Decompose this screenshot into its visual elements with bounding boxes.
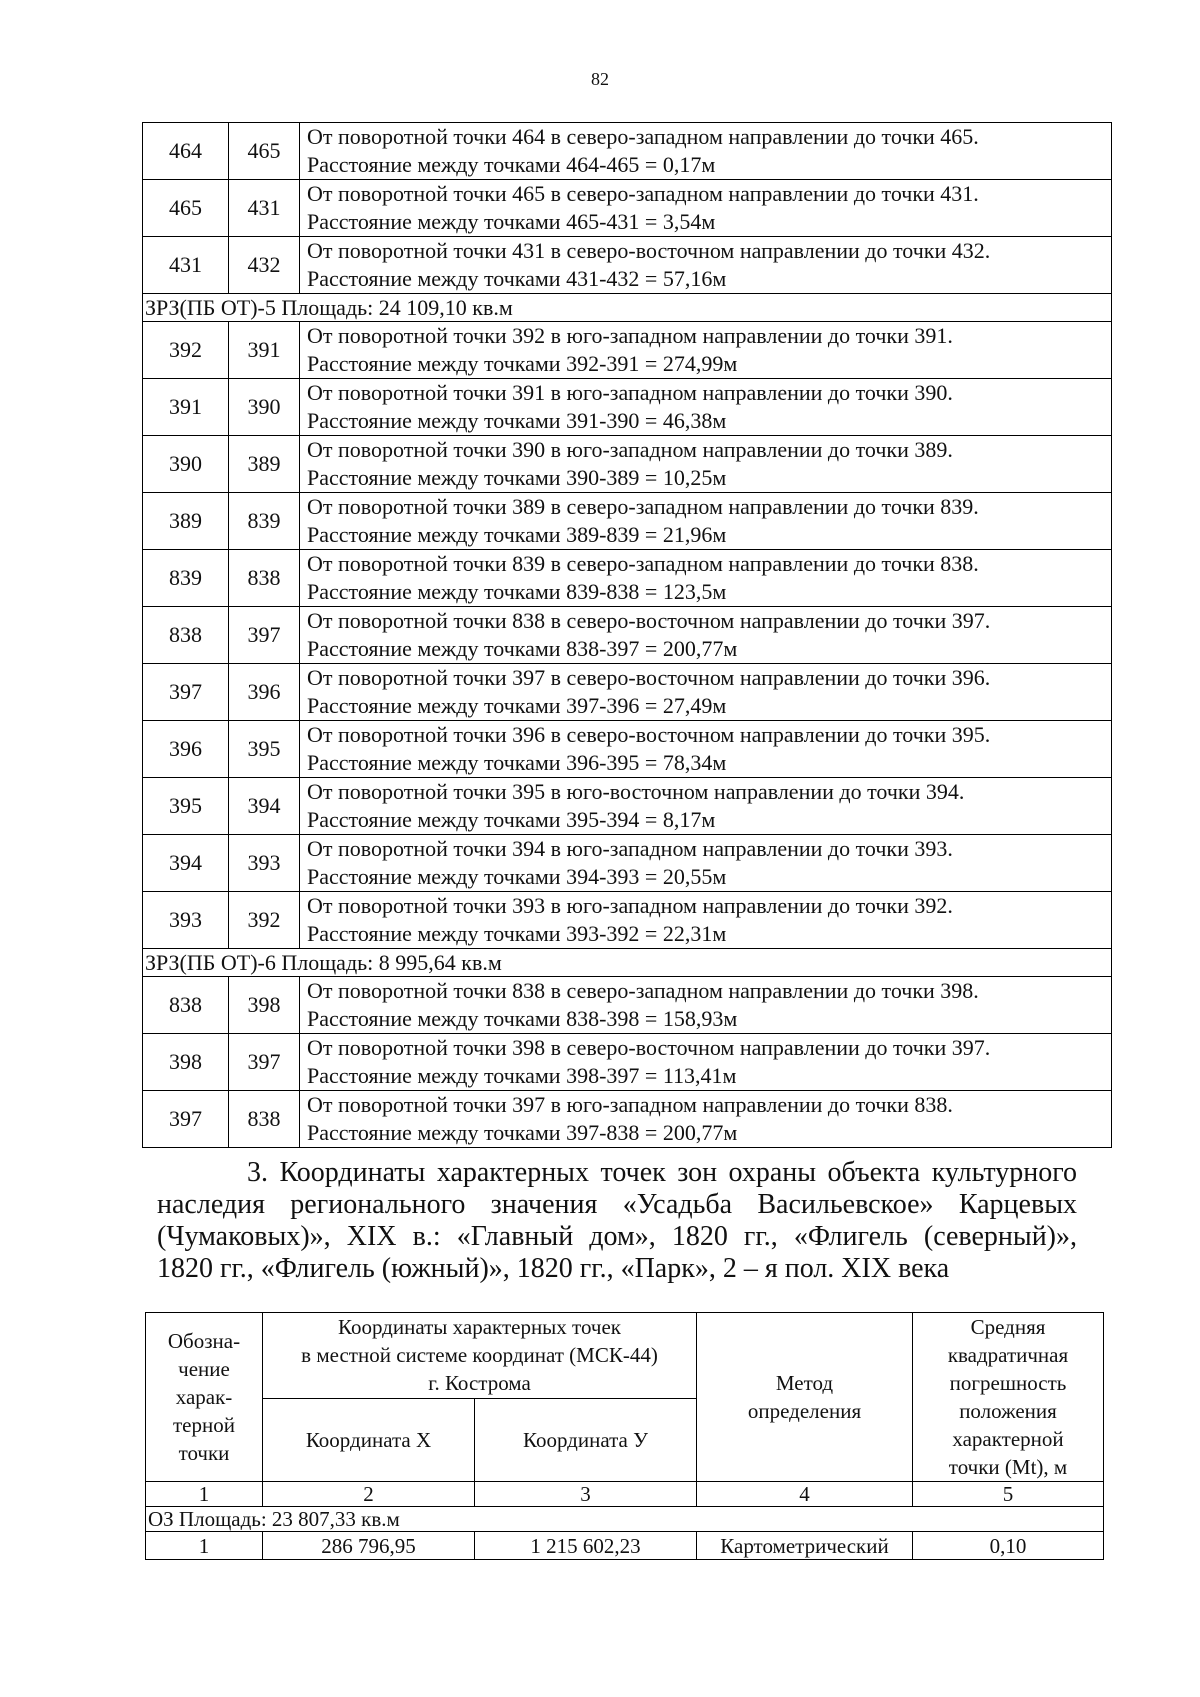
distance-text: Расстояние между точками 394-393 = 20,55м bbox=[307, 864, 727, 889]
direction-text: От поворотной точки 838 в северо-западном направлении до точки 398. bbox=[307, 978, 979, 1003]
distance-text: Расстояние между точками 464-465 = 0,17м bbox=[307, 152, 716, 177]
from-point: 465 bbox=[143, 180, 229, 237]
direction-text: От поворотной точки 838 в северо-восточном направлении до точки 397. bbox=[307, 608, 991, 633]
segment-description bbox=[300, 778, 1112, 835]
to-point: 465 bbox=[229, 123, 300, 180]
section-heading-line: 1820 гг., «Флигель (южный)», 1820 гг., «Парк», 2 – я пол. XIX века bbox=[157, 1253, 950, 1284]
segment-description bbox=[300, 436, 1112, 493]
distance-text: Расстояние между точками 465-431 = 3,54м bbox=[307, 209, 716, 234]
segment-description bbox=[300, 664, 1112, 721]
zone-label: ОЗ Площадь: 23 807,33 кв.м bbox=[146, 1507, 1104, 1532]
header-coordinates-group: Координаты характерных точек в местной системе координат (МСК-44) г. Кострома bbox=[263, 1313, 697, 1399]
table-row bbox=[143, 237, 1112, 294]
table-row bbox=[143, 835, 1112, 892]
from-point: 395 bbox=[143, 778, 229, 835]
boundary-description-table bbox=[142, 122, 1112, 1148]
direction-text: От поворотной точки 396 в северо-восточном направлении до точки 395. bbox=[307, 722, 991, 747]
table-row bbox=[143, 436, 1112, 493]
direction-text: От поворотной точки 390 в юго-западном направлении до точки 389. bbox=[307, 437, 953, 462]
table-row bbox=[143, 493, 1112, 550]
column-number: 2 bbox=[263, 1482, 475, 1507]
from-point: 389 bbox=[143, 493, 229, 550]
distance-text: Расстояние между точками 393-392 = 22,31м bbox=[307, 921, 727, 946]
from-point: 392 bbox=[143, 322, 229, 379]
from-point: 390 bbox=[143, 436, 229, 493]
coordinates-table bbox=[145, 1312, 1104, 1560]
table-row bbox=[143, 778, 1112, 835]
zone-label: ЗРЗ(ПБ ОТ)-6 Площадь: 8 995,64 кв.м bbox=[143, 949, 1112, 977]
header-coordinate-y: Координата У bbox=[475, 1398, 697, 1482]
from-point: 393 bbox=[143, 892, 229, 949]
from-point: 431 bbox=[143, 237, 229, 294]
direction-text: От поворотной точки 395 в юго-восточном направлении до точки 394. bbox=[307, 779, 965, 804]
table-row bbox=[143, 180, 1112, 237]
section-heading-line: (Чумаковых)», XIX в.: «Главный дом», 1820 гг., «Флигель (северный)», bbox=[157, 1221, 1077, 1252]
distance-text: Расстояние между точками 398-397 = 113,41м bbox=[307, 1063, 737, 1088]
column-number: 5 bbox=[913, 1482, 1104, 1507]
column-number-row bbox=[146, 1482, 1104, 1507]
segment-description bbox=[300, 180, 1112, 237]
distance-text: Расстояние между точками 396-395 = 78,34м bbox=[307, 750, 727, 775]
segment-description bbox=[300, 892, 1112, 949]
column-number: 1 bbox=[146, 1482, 263, 1507]
direction-text: От поворотной точки 389 в северо-западном направлении до точки 839. bbox=[307, 494, 979, 519]
table-row bbox=[143, 379, 1112, 436]
to-point: 431 bbox=[229, 180, 300, 237]
to-point: 394 bbox=[229, 778, 300, 835]
from-point: 396 bbox=[143, 721, 229, 778]
distance-text: Расстояние между точками 390-389 = 10,25м bbox=[307, 465, 727, 490]
segment-description bbox=[300, 607, 1112, 664]
distance-text: Расстояние между точками 838-398 = 158,93м bbox=[307, 1006, 738, 1031]
to-point: 397 bbox=[229, 607, 300, 664]
to-point: 838 bbox=[229, 550, 300, 607]
header-method: Метод определения bbox=[697, 1313, 913, 1482]
from-point: 391 bbox=[143, 379, 229, 436]
section-heading bbox=[157, 1157, 1077, 1285]
table-row bbox=[143, 977, 1112, 1034]
to-point: 390 bbox=[229, 379, 300, 436]
direction-text: От поворотной точки 392 в юго-западном направлении до точки 391. bbox=[307, 323, 953, 348]
zone-row bbox=[143, 949, 1112, 977]
page-number: 82 bbox=[591, 69, 609, 89]
segment-description bbox=[300, 550, 1112, 607]
table-row bbox=[143, 322, 1112, 379]
segment-description bbox=[300, 977, 1112, 1034]
column-number: 3 bbox=[475, 1482, 697, 1507]
table-row bbox=[143, 664, 1112, 721]
method: Картометрический bbox=[697, 1532, 913, 1560]
segment-description bbox=[300, 721, 1112, 778]
segment-description bbox=[300, 123, 1112, 180]
table-row bbox=[143, 721, 1112, 778]
direction-text: От поворотной точки 839 в северо-западном направлении до точки 838. bbox=[307, 551, 979, 576]
to-point: 393 bbox=[229, 835, 300, 892]
distance-text: Расстояние между точками 397-396 = 27,49м bbox=[307, 693, 727, 718]
from-point: 397 bbox=[143, 1091, 229, 1148]
direction-text: От поворотной точки 465 в северо-западном направлении до точки 431. bbox=[307, 181, 979, 206]
table-row bbox=[143, 550, 1112, 607]
distance-text: Расстояние между точками 839-838 = 123,5м bbox=[307, 579, 727, 604]
section-heading-line: 3. Координаты характерных точек зон охраны объекта культурного bbox=[247, 1157, 1077, 1188]
distance-text: Расстояние между точками 392-391 = 274,99м bbox=[307, 351, 738, 376]
table-row bbox=[143, 1091, 1112, 1148]
direction-text: От поворотной точки 391 в юго-западном направлении до точки 390. bbox=[307, 380, 953, 405]
to-point: 391 bbox=[229, 322, 300, 379]
distance-text: Расстояние между точками 391-390 = 46,38м bbox=[307, 408, 727, 433]
from-point: 394 bbox=[143, 835, 229, 892]
to-point: 432 bbox=[229, 237, 300, 294]
error-value: 0,10 bbox=[913, 1532, 1104, 1560]
table-row bbox=[143, 1034, 1112, 1091]
header-error: Средняя квадратичная погрешность положения характерной точки (Mt), м bbox=[913, 1313, 1104, 1482]
from-point: 838 bbox=[143, 977, 229, 1034]
point-number: 1 bbox=[146, 1532, 263, 1560]
to-point: 839 bbox=[229, 493, 300, 550]
zone-row bbox=[143, 294, 1112, 322]
zone-label: ЗРЗ(ПБ ОТ)-5 Площадь: 24 109,10 кв.м bbox=[143, 294, 1112, 322]
to-point: 398 bbox=[229, 977, 300, 1034]
segment-description bbox=[300, 835, 1112, 892]
segment-description bbox=[300, 379, 1112, 436]
segment-description bbox=[300, 237, 1112, 294]
table-row bbox=[143, 892, 1112, 949]
from-point: 397 bbox=[143, 664, 229, 721]
direction-text: От поворотной точки 397 в северо-восточном направлении до точки 396. bbox=[307, 665, 991, 690]
direction-text: От поворотной точки 431 в северо-восточном направлении до точки 432. bbox=[307, 238, 991, 263]
header-coordinate-x: Координата Х bbox=[263, 1398, 475, 1482]
distance-text: Расстояние между точками 397-838 = 200,77м bbox=[307, 1120, 738, 1145]
coordinate-x: 286 796,95 bbox=[263, 1532, 475, 1560]
to-point: 389 bbox=[229, 436, 300, 493]
segment-description bbox=[300, 322, 1112, 379]
table-row bbox=[143, 123, 1112, 180]
table-row bbox=[143, 607, 1112, 664]
header-designation: Обозна- чение харак- терной точки bbox=[146, 1313, 263, 1482]
table-row bbox=[146, 1532, 1104, 1560]
distance-text: Расстояние между точками 838-397 = 200,77м bbox=[307, 636, 738, 661]
from-point: 838 bbox=[143, 607, 229, 664]
direction-text: От поворотной точки 464 в северо-западном направлении до точки 465. bbox=[307, 124, 979, 149]
coordinate-y: 1 215 602,23 bbox=[475, 1532, 697, 1560]
to-point: 395 bbox=[229, 721, 300, 778]
column-number: 4 bbox=[697, 1482, 913, 1507]
distance-text: Расстояние между точками 431-432 = 57,16м bbox=[307, 266, 727, 291]
segment-description bbox=[300, 1034, 1112, 1091]
from-point: 464 bbox=[143, 123, 229, 180]
to-point: 838 bbox=[229, 1091, 300, 1148]
direction-text: От поворотной точки 393 в юго-западном направлении до точки 392. bbox=[307, 893, 953, 918]
direction-text: От поворотной точки 394 в юго-западном направлении до точки 393. bbox=[307, 836, 953, 861]
from-point: 839 bbox=[143, 550, 229, 607]
direction-text: От поворотной точки 398 в северо-восточном направлении до точки 397. bbox=[307, 1035, 991, 1060]
to-point: 397 bbox=[229, 1034, 300, 1091]
distance-text: Расстояние между точками 395-394 = 8,17м bbox=[307, 807, 716, 832]
to-point: 396 bbox=[229, 664, 300, 721]
to-point: 392 bbox=[229, 892, 300, 949]
segment-description bbox=[300, 493, 1112, 550]
segment-description bbox=[300, 1091, 1112, 1148]
direction-text: От поворотной точки 397 в юго-западном направлении до точки 838. bbox=[307, 1092, 953, 1117]
from-point: 398 bbox=[143, 1034, 229, 1091]
distance-text: Расстояние между точками 389-839 = 21,96м bbox=[307, 522, 727, 547]
section-heading-line: наследия регионального значения «Усадьба Васильевское» Карцевых bbox=[157, 1189, 1077, 1220]
